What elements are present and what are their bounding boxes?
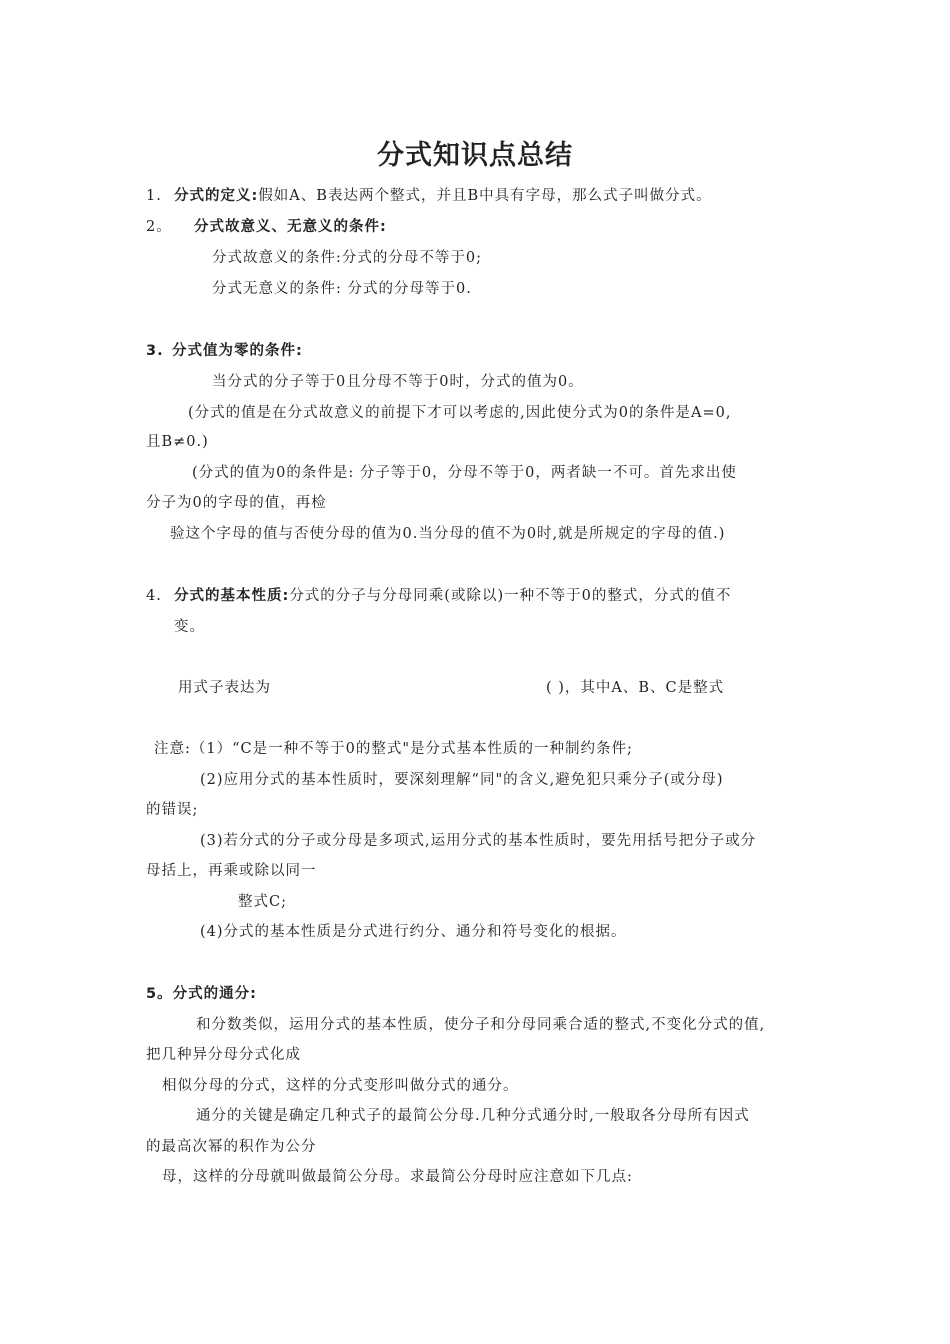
section-3-paragraph-3: (分式的值为0的条件是: 分子等于0，分母不等于0，两者缺一不可。首先求出使: [192, 465, 737, 481]
section-1-text: 假如A、B表达两个整式，并且B中具有字母，那么式子叫做分式。: [258, 188, 712, 204]
note-4: (4)分式的基本性质是分式进行约分、通分和符号变化的根据。: [200, 924, 627, 940]
section-5-paragraph-1-cont: 把几种异分母分式化成: [146, 1047, 301, 1063]
note-2: (2)应用分式的基本性质时，要深刻理解“同"的含义,避免犯只乘分子(或分母): [200, 772, 724, 788]
section-3-heading: 分式值为零的条件:: [172, 343, 303, 359]
note-3-cont: 母括上，再乘或除以同一: [146, 863, 317, 879]
section-4-expression-note: ( )，其中A、B、C是整式: [546, 680, 725, 696]
section-2-condition-meaningless: 分式无意义的条件: 分式的分母等于0.: [212, 281, 472, 297]
section-3-number: 3.: [146, 343, 164, 359]
section-4-text-cont: 变。: [174, 619, 205, 635]
section-5-number: 5。: [146, 986, 173, 1002]
section-3-line: [146, 341, 303, 361]
page-title: 分式知识点总结: [377, 140, 573, 171]
section-5-paragraph-2-cont: 的最高次幂的积作为公分: [146, 1139, 317, 1155]
section-5-paragraph-2: 通分的关键是确定几种式子的最简公分母.几种分式通分时,一般取各分母所有因式: [196, 1108, 750, 1124]
section-4-expression-label: 用式子表达为: [178, 680, 271, 696]
section-1-number: 1.: [146, 188, 162, 204]
section-2-number: 2。: [146, 219, 172, 235]
note-3: (3)若分式的分子或分母是多项式,运用分式的基本性质时，要先用括号把分子或分: [200, 833, 757, 849]
section-3-paragraph-1: 当分式的分子等于0且分母不等于0时，分式的值为0。: [212, 374, 584, 390]
section-1-line: [146, 186, 712, 206]
section-5-paragraph-1-cont-2: 相似分母的分式，这样的分式变形叫做分式的通分。: [162, 1078, 519, 1094]
section-4-heading: 分式的基本性质:: [174, 588, 290, 604]
section-1-heading: 分式的定义:: [174, 188, 259, 204]
section-2-condition-meaningful: 分式故意义的条件:分式的分母不等于0;: [212, 250, 482, 266]
section-3-paragraph-3-cont: 分子为0的字母的值，再检: [146, 495, 327, 511]
section-4-text: 分式的分子与分母同乘(或除以)一种不等于0的整式，分式的值不: [289, 588, 732, 604]
section-5-line: [146, 984, 257, 1004]
section-4-line: [146, 586, 731, 606]
note-3-cont-2: 整式C;: [238, 894, 287, 910]
section-4-number: 4.: [146, 588, 162, 604]
section-5-heading: 分式的通分:: [172, 986, 257, 1002]
note-1: 注意:（1）“C是一种不等于0的整式"是分式基本性质的一种制约条件;: [154, 741, 633, 757]
section-3-paragraph-2: (分式的值是在分式故意义的前提下才可以考虑的,因此使分式为0的条件是A=0,: [188, 405, 732, 421]
section-5-paragraph-1: 和分数类似，运用分式的基本性质，使分子和分母同乘合适的整式,不变化分式的值,: [196, 1017, 766, 1033]
note-2-cont: 的错误;: [146, 802, 199, 818]
section-5-paragraph-2-cont-2: 母，这样的分母就叫做最简公分母。求最简公分母时应注意如下几点:: [162, 1169, 633, 1185]
section-2-heading: 分式故意义、无意义的条件:: [194, 219, 387, 235]
section-3-paragraph-3-cont-2: 验这个字母的值与否使分母的值为0.当分母的值不为0时,就是所规定的字母的值.): [170, 526, 726, 542]
section-3-paragraph-2-cont: 且B≠0.): [146, 434, 209, 450]
section-2-line: [146, 217, 387, 237]
